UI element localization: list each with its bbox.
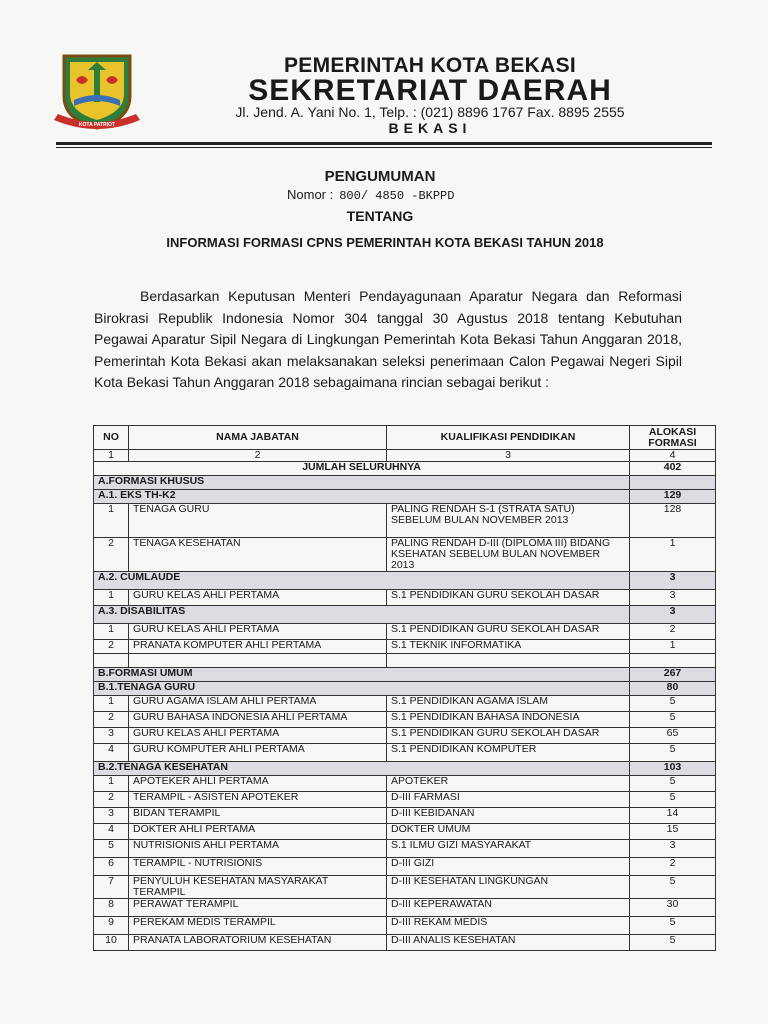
announcement-number-value: 800/ 4850 -BKPPD xyxy=(339,189,455,203)
row-number: 5 xyxy=(94,840,129,858)
category-row xyxy=(94,490,716,504)
category-allocation: 103 xyxy=(630,762,716,776)
row-position: BIDAN TERAMPIL xyxy=(129,808,387,824)
announcement-body: Berdasarkan Keputusan Menteri Pendayagunaan Aparatur Negara dan Reformasi Birokrasi Republik Indonesia Nomor 304 tanggal 30 Agustus 2018 tentang Kebutuhan Pegawai Aparatur Sipil Negara di Lingkungan Pemerintah Kota Bekasi Tahun Anggaran 2018, Pemerintah Kota Bekasi akan melaksanakan seleksi penerimaan Calon Pegawai Negeri Sipil Kota Bekasi Tahun Anggaran 2018 sebagaimana rincian sebagai berikut : xyxy=(94,288,682,390)
letterhead-address: Jl. Jend. A. Yani No. 1, Telp. : (021) 8896 1767 Fax. 8895 2555 xyxy=(235,104,625,120)
row-qualification: D-III GIZI xyxy=(387,858,630,876)
letterhead-government: PEMERINTAH KOTA BEKASI xyxy=(283,54,577,77)
row-position: GURU KELAS AHLI PERTAMA xyxy=(129,624,387,640)
row-qualification: S.1 PENDIDIKAN KOMPUTER xyxy=(387,744,630,762)
announcement-subject: INFORMASI FORMASI CPNS PEMERINTAH KOTA BEKASI TAHUN 2018 xyxy=(166,235,604,250)
row-position: PERAWAT TERAMPIL xyxy=(129,899,387,917)
row-allocation: 14 xyxy=(630,808,716,824)
row-qualification: PALING RENDAH S-1 (STRATA SATU) SEBELUM BULAN NOVEMBER 2013 xyxy=(387,504,630,538)
header-qualification: KUALIFIKASI PENDIDIKAN xyxy=(387,426,630,450)
category-allocation: 3 xyxy=(630,606,716,624)
row-allocation: 2 xyxy=(630,858,716,876)
row-number: 2 xyxy=(94,538,129,572)
category-allocation: 3 xyxy=(630,572,716,590)
table-row xyxy=(94,899,716,917)
row-number: 9 xyxy=(94,917,129,935)
letterhead-rule-thick xyxy=(56,142,712,145)
row-allocation: 5 xyxy=(630,876,716,899)
table-row xyxy=(94,840,716,858)
row-position: TERAMPIL - ASISTEN APOTEKER xyxy=(129,792,387,808)
row-position: TENAGA KESEHATAN xyxy=(129,538,387,572)
row-qualification: S.1 PENDIDIKAN AGAMA ISLAM xyxy=(387,696,630,712)
category-row xyxy=(94,682,716,696)
row-position: GURU KELAS AHLI PERTAMA xyxy=(129,590,387,606)
table-row xyxy=(94,696,716,712)
category-allocation: 267 xyxy=(630,668,716,682)
table-column-number-row xyxy=(94,450,716,462)
row-allocation: 1 xyxy=(630,640,716,654)
category-label: A.1. EKS TH-K2 xyxy=(94,490,630,504)
row-qualification: S.1 PENDIDIKAN GURU SEKOLAH DASAR xyxy=(387,728,630,744)
row-number: 1 xyxy=(94,504,129,538)
row-number: 1 xyxy=(94,776,129,792)
total-label: JUMLAH SELURUHNYA xyxy=(94,462,630,476)
header-no: NO xyxy=(94,426,129,450)
row-position: NUTRISIONIS AHLI PERTAMA xyxy=(129,840,387,858)
row-qualification: D-III FARMASI xyxy=(387,792,630,808)
row-number: 1 xyxy=(94,590,129,606)
row-number: 2 xyxy=(94,640,129,654)
category-row xyxy=(94,572,716,590)
col-number-1: 1 xyxy=(94,450,129,462)
row-qualification: DOKTER UMUM xyxy=(387,824,630,840)
category-label: B.2.TENAGA KESEHATAN xyxy=(94,762,630,776)
row-number: 4 xyxy=(94,744,129,762)
col-number-2: 2 xyxy=(129,450,387,462)
table-row xyxy=(94,712,716,728)
col-number-4: 4 xyxy=(630,450,716,462)
row-position: GURU AGAMA ISLAM AHLI PERTAMA xyxy=(129,696,387,712)
table-row xyxy=(94,917,716,935)
row-position: GURU KELAS AHLI PERTAMA xyxy=(129,728,387,744)
row-allocation: 2 xyxy=(630,624,716,640)
total-value: 402 xyxy=(630,462,716,476)
row-allocation: 65 xyxy=(630,728,716,744)
table-row xyxy=(94,590,716,606)
row-qualification: S.1 ILMU GIZI MASYARAKAT xyxy=(387,840,630,858)
row-allocation: 3 xyxy=(630,590,716,606)
row-allocation: 30 xyxy=(630,899,716,917)
row-position: TENAGA GURU xyxy=(129,504,387,538)
row-qualification: D-III KESEHATAN LINGKUNGAN xyxy=(387,876,630,899)
row-position: PRANATA LABORATORIUM KESEHATAN xyxy=(129,935,387,951)
category-allocation: 80 xyxy=(630,682,716,696)
row-position: GURU BAHASA INDONESIA AHLI PERTAMA xyxy=(129,712,387,728)
header-allocation: ALOKASI FORMASI xyxy=(630,426,716,450)
formation-table xyxy=(93,425,716,951)
row-number: 2 xyxy=(94,712,129,728)
table-row xyxy=(94,504,716,538)
announcement-number xyxy=(287,187,454,203)
table-row xyxy=(94,624,716,640)
table-row xyxy=(94,876,716,899)
row-position: PENYULUH KESEHATAN MASYARAKAT TERAMPIL xyxy=(129,876,387,899)
city-emblem-logo xyxy=(50,50,144,134)
row-number: 3 xyxy=(94,728,129,744)
header-position: NAMA JABATAN xyxy=(129,426,387,450)
row-allocation: 5 xyxy=(630,935,716,951)
row-allocation: 5 xyxy=(630,776,716,792)
row-qualification: S.1 PENDIDIKAN GURU SEKOLAH DASAR xyxy=(387,624,630,640)
table-row xyxy=(94,808,716,824)
row-number xyxy=(94,654,129,668)
row-qualification: S.1 PENDIDIKAN BAHASA INDONESIA xyxy=(387,712,630,728)
row-number: 3 xyxy=(94,808,129,824)
category-label: A.FORMASI KHUSUS xyxy=(94,476,630,490)
row-allocation: 5 xyxy=(630,792,716,808)
row-allocation: 3 xyxy=(630,840,716,858)
row-qualification: APOTEKER xyxy=(387,776,630,792)
row-number: 2 xyxy=(94,792,129,808)
row-number: 4 xyxy=(94,824,129,840)
svg-text:KOTA PATRIOT: KOTA PATRIOT xyxy=(78,122,116,128)
row-allocation: 15 xyxy=(630,824,716,840)
table-row xyxy=(94,654,716,668)
table-header-row xyxy=(94,426,716,450)
category-row xyxy=(94,476,716,490)
row-allocation: 5 xyxy=(630,696,716,712)
col-number-3: 3 xyxy=(387,450,630,462)
category-label: A.2. CUMLAUDE xyxy=(94,572,630,590)
row-position xyxy=(129,654,387,668)
table-row xyxy=(94,728,716,744)
letterhead-secretariat: SEKRETARIAT DAERAH xyxy=(248,74,612,107)
row-allocation: 1 xyxy=(630,538,716,572)
row-position: GURU KOMPUTER AHLI PERTAMA xyxy=(129,744,387,762)
row-number: 10 xyxy=(94,935,129,951)
table-total-row xyxy=(94,462,716,476)
announcement-about: TENTANG xyxy=(346,208,414,224)
row-qualification: D-III REKAM MEDIS xyxy=(387,917,630,935)
row-position: PRANATA KOMPUTER AHLI PERTAMA xyxy=(129,640,387,654)
table-row xyxy=(94,640,716,654)
row-position: APOTEKER AHLI PERTAMA xyxy=(129,776,387,792)
category-label: B.1.TENAGA GURU xyxy=(94,682,630,696)
letterhead-rule-thin xyxy=(56,147,712,148)
row-position: TERAMPIL - NUTRISIONIS xyxy=(129,858,387,876)
row-qualification xyxy=(387,654,630,668)
row-position: PEREKAM MEDIS TERAMPIL xyxy=(129,917,387,935)
row-qualification: D-III ANALIS KESEHATAN xyxy=(387,935,630,951)
category-row xyxy=(94,606,716,624)
table-row xyxy=(94,858,716,876)
table-row xyxy=(94,776,716,792)
category-allocation xyxy=(630,476,716,490)
row-qualification: S.1 TEKNIK INFORMATIKA xyxy=(387,640,630,654)
table-row xyxy=(94,744,716,762)
row-number: 6 xyxy=(94,858,129,876)
row-number: 7 xyxy=(94,876,129,899)
announcement-title: PENGUMUMAN xyxy=(324,168,436,185)
table-row xyxy=(94,935,716,951)
row-allocation xyxy=(630,654,716,668)
category-label: A.3. DISABILITAS xyxy=(94,606,630,624)
announcement-number-label: Nomor : xyxy=(287,187,334,202)
row-allocation: 128 xyxy=(630,504,716,538)
row-qualification: D-III KEBIDANAN xyxy=(387,808,630,824)
letterhead-city: BEKASI xyxy=(388,120,472,136)
row-allocation: 5 xyxy=(630,744,716,762)
row-number: 8 xyxy=(94,899,129,917)
category-row xyxy=(94,668,716,682)
row-position: DOKTER AHLI PERTAMA xyxy=(129,824,387,840)
category-label: B.FORMASI UMUM xyxy=(94,668,630,682)
row-allocation: 5 xyxy=(630,917,716,935)
table-row xyxy=(94,538,716,572)
row-qualification: S.1 PENDIDIKAN GURU SEKOLAH DASAR xyxy=(387,590,630,606)
category-row xyxy=(94,762,716,776)
row-qualification: PALING RENDAH D-III (DIPLOMA III) BIDANG KSEHATAN SEBELUM BULAN NOVEMBER 2013 xyxy=(387,538,630,572)
row-allocation: 5 xyxy=(630,712,716,728)
table-row xyxy=(94,824,716,840)
table-row xyxy=(94,792,716,808)
row-number: 1 xyxy=(94,696,129,712)
row-number: 1 xyxy=(94,624,129,640)
category-allocation: 129 xyxy=(630,490,716,504)
row-qualification: D-III KEPERAWATAN xyxy=(387,899,630,917)
